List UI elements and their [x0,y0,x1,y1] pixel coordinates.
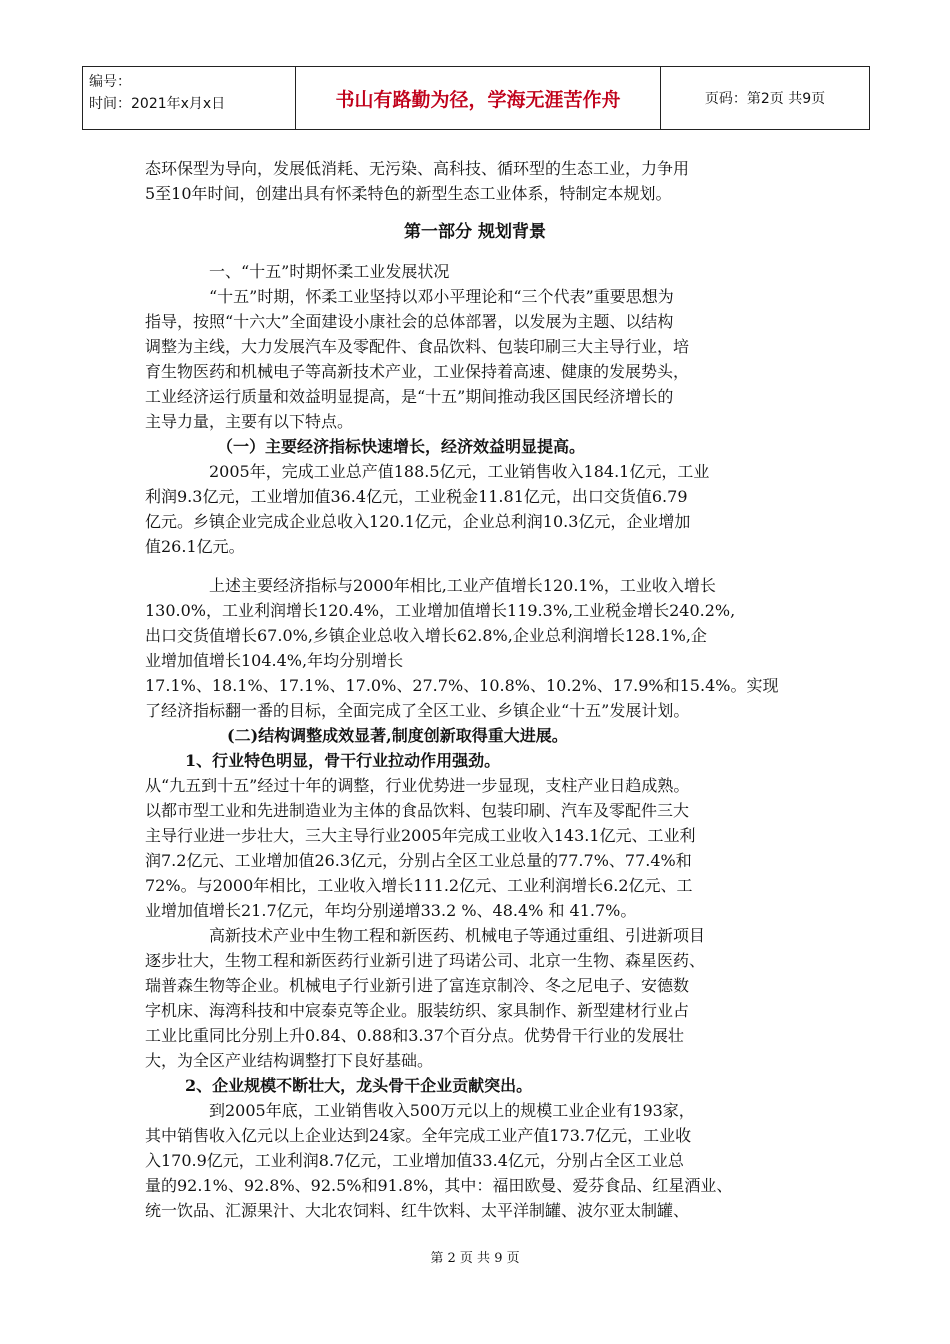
text-line: 态环保型为导向，发展低消耗、无污染、高科技、循环型的生态工业，力争用 [145,159,690,178]
text-line: 主导力量，主要有以下特点。 [145,412,354,431]
text-line: 业增加值增长21.7亿元，年均分别递增33.2 %、48.4% 和 41.7%。 [145,901,637,920]
section-heading: （一）主要经济指标快速增长，经济效益明显提高。 [217,437,586,456]
section-heading: 2、企业规模不断壮大，龙头骨干企业贡献突出。 [185,1076,533,1095]
header-info-cell [83,67,296,129]
text-line: 以都市型工业和先进制造业为主体的食品饮料、包装印刷、汽车及零配件三大 [145,801,690,820]
text-line: 瑞普森生物等企业。机械电子行业新引进了富连京制冷、冬之尼电子、安德数 [145,976,690,995]
page-header [82,66,870,130]
section-heading: 1、行业特色明显，骨干行业拉动作用强劲。 [185,751,501,770]
text-line: 72%。与2000年相比，工业收入增长111.2亿元、工业利润增长6.2亿元、工 [145,876,693,895]
page-number-cell [661,67,869,129]
document-body [145,156,805,1223]
section-heading: (二)结构调整成效显著,制度创新取得重大进展。 [227,726,568,745]
text-line: 量的92.1%、92.8%、92.5%和91.8%，其中：福田欧曼、爱芬食品、红星酒业、 [145,1176,733,1195]
motto-text: 书山有路勤为径，学海无涯苦作舟 [335,88,621,111]
text-line: 17.1%、18.1%、17.1%、17.0%、27.7%、10.8%、10.2%、17.9%和15.4%。实现 [145,676,779,695]
text-line: 2005年，完成工业总产值188.5亿元，工业销售收入184.1亿元，工业 [209,462,710,481]
page-label: 页码：第2页 共9页 [704,91,826,107]
text-line: 5至10年时间，创建出具有怀柔特色的新型生态工业体系，特制定本规划。 [145,184,672,203]
text-line: 利润9.3亿元，工业增加值36.4亿元，工业税金11.81亿元，出口交货值6.79 [145,487,688,506]
spacer [145,559,805,573]
text-line: 指导，按照“十六大”全面建设小康社会的总体部署，以发展为主题、以结构 [145,312,674,331]
text-line: 其中销售收入亿元以上企业达到24家。全年完成工业产值173.7亿元，工业收 [145,1126,692,1145]
text-line: 工业经济运行质量和效益明显提高，是“十五”期间推动我区国民经济增长的 [145,387,674,406]
text-line: 逐步壮大，生物工程和新医药行业新引进了玛诺公司、北京一生物、森星医药、 [145,951,706,970]
text-line: 值26.1亿元。 [145,537,245,556]
spacer [145,245,805,259]
text-line: 一、“十五”时期怀柔工业发展状况 [209,262,450,281]
text-line: 主导行业进一步壮大，三大主导行业2005年完成工业收入143.1亿元、工业利 [145,826,696,845]
text-line: 上述主要经济指标与2000年相比,工业产值增长120.1%，工业收入增长 [209,576,716,595]
number-label: 编号： [89,74,131,90]
section-title: 第一部分 规划背景 [404,222,546,242]
text-line: 从“九五到十五”经过十年的调整，行业优势进一步显现，支柱产业日趋成熟。 [145,776,690,795]
text-line: “十五”时期，怀柔工业坚持以邓小平理论和“三个代表”重要思想为 [209,287,674,306]
text-line: 字机床、海湾科技和中宸泰克等企业。服装纺织、家具制作、新型建材行业占 [145,1001,690,1020]
text-line: 到2005年底，工业销售收入500万元以上的规模工业企业有193家， [209,1101,695,1120]
text-line: 工业比重同比分别上升0.84、0.88和3.37个百分点。优势骨干行业的发展壮 [145,1026,684,1045]
text-line: 大，为全区产业结构调整打下良好基础。 [145,1051,434,1070]
date-label: 时间：2021年x月x日 [89,96,226,112]
text-line: 130.0%，工业利润增长120.4%，工业增加值增长119.3%,工业税金增长240.2%, [145,601,736,620]
text-line: 出口交货值增长67.0%,乡镇企业总收入增长62.8%,企业总利润增长128.1%,企 [145,626,707,645]
footer-page-text: 第 2 页 共 9 页 [430,1251,520,1266]
page-footer [0,1247,950,1266]
text-line: 调整为主线，大力发展汽车及零配件、食品饮料、包装印刷三大主导行业，培 [145,337,690,356]
text-line: 了经济指标翻一番的目标，全面完成了全区工业、乡镇企业“十五”发展计划。 [145,701,690,720]
text-line: 润7.2亿元、工业增加值26.3亿元，分别占全区工业总量的77.7%、77.4%和 [145,851,692,870]
text-line: 高新技术产业中生物工程和新医药、机械电子等通过重组、引进新项目 [209,926,706,945]
text-line: 亿元。乡镇企业完成企业总收入120.1亿元，企业总利润10.3亿元，企业增加 [145,512,691,531]
text-line: 入170.9亿元，工业利润8.7亿元，工业增加值33.4亿元，分别占全区工业总 [145,1151,684,1170]
text-line: 业增加值增长104.4%,年均分别增长 [145,651,404,670]
text-line: 育生物医药和机械电子等高新技术产业，工业保持着高速、健康的发展势头， [145,362,690,381]
motto-cell [296,67,661,129]
text-line: 统一饮品、汇源果汁、大北农饲料、红牛饮料、太平洋制罐、波尔亚太制罐、 [145,1201,690,1220]
spacer [145,206,805,220]
